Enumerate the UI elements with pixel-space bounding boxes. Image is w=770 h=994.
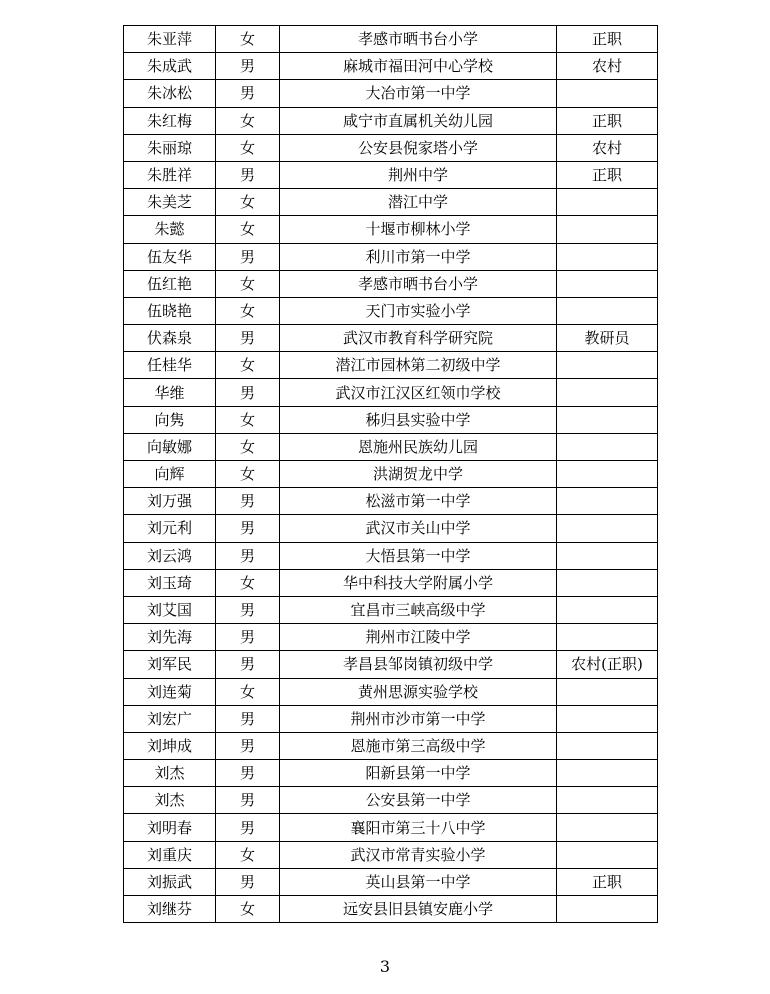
gender-cell: 女 [216,134,280,161]
note-cell [557,189,658,216]
table-row [124,705,658,732]
gender-cell: 女 [216,678,280,705]
table-row [124,406,658,433]
name-cell: 伍晓艳 [124,297,216,324]
gender-cell: 男 [216,868,280,895]
roster-table [123,25,658,923]
table-row [124,134,658,161]
note-cell: 教研员 [557,325,658,352]
note-cell: 农村 [557,53,658,80]
name-cell: 刘云鸿 [124,542,216,569]
note-cell: 农村(正职) [557,651,658,678]
table-row [124,80,658,107]
gender-cell: 男 [216,80,280,107]
gender-cell: 男 [216,732,280,759]
name-cell: 向辉 [124,461,216,488]
table-row [124,596,658,623]
gender-cell: 女 [216,569,280,596]
name-cell: 伍友华 [124,243,216,270]
name-cell: 刘元利 [124,515,216,542]
name-cell: 刘连菊 [124,678,216,705]
gender-cell: 女 [216,26,280,53]
note-cell [557,352,658,379]
school-cell: 潜江中学 [280,189,557,216]
gender-cell: 男 [216,53,280,80]
name-cell: 刘重庆 [124,841,216,868]
gender-cell: 男 [216,787,280,814]
gender-cell: 女 [216,896,280,923]
gender-cell: 男 [216,760,280,787]
school-cell: 荆州市沙市第一中学 [280,705,557,732]
school-cell: 大悟县第一中学 [280,542,557,569]
table-row [124,433,658,460]
note-cell [557,841,658,868]
school-cell: 恩施市第三高级中学 [280,732,557,759]
note-cell [557,216,658,243]
name-cell: 任桂华 [124,352,216,379]
school-cell: 武汉市教育科学研究院 [280,325,557,352]
name-cell: 朱丽琼 [124,134,216,161]
table-row [124,542,658,569]
school-cell: 恩施州民族幼儿园 [280,433,557,460]
note-cell: 农村 [557,134,658,161]
gender-cell: 男 [216,651,280,678]
table-row [124,814,658,841]
note-cell [557,732,658,759]
name-cell: 朱冰松 [124,80,216,107]
gender-cell: 女 [216,461,280,488]
roster-table-body [124,26,658,923]
name-cell: 向敏娜 [124,433,216,460]
school-cell: 利川市第一中学 [280,243,557,270]
gender-cell: 男 [216,325,280,352]
school-cell: 远安县旧县镇安鹿小学 [280,896,557,923]
gender-cell: 男 [216,488,280,515]
name-cell: 刘继芬 [124,896,216,923]
table-row [124,216,658,243]
name-cell: 刘先海 [124,624,216,651]
note-cell [557,488,658,515]
school-cell: 武汉市常青实验小学 [280,841,557,868]
note-cell [557,542,658,569]
name-cell: 伏森泉 [124,325,216,352]
school-cell: 十堰市柳林小学 [280,216,557,243]
note-cell [557,569,658,596]
name-cell: 刘万强 [124,488,216,515]
school-cell: 咸宁市直属机关幼儿园 [280,107,557,134]
school-cell: 华中科技大学附属小学 [280,569,557,596]
note-cell [557,705,658,732]
gender-cell: 男 [216,624,280,651]
gender-cell: 女 [216,107,280,134]
school-cell: 孝感市晒书台小学 [280,26,557,53]
gender-cell: 男 [216,542,280,569]
note-cell [557,243,658,270]
school-cell: 阳新县第一中学 [280,760,557,787]
note-cell [557,433,658,460]
gender-cell: 女 [216,352,280,379]
school-cell: 黄州思源实验学校 [280,678,557,705]
gender-cell: 男 [216,379,280,406]
table-row [124,678,658,705]
gender-cell: 女 [216,406,280,433]
table-row [124,868,658,895]
name-cell: 伍红艳 [124,270,216,297]
school-cell: 松滋市第一中学 [280,488,557,515]
name-cell: 刘杰 [124,787,216,814]
school-cell: 荆州市江陵中学 [280,624,557,651]
table-row [124,732,658,759]
note-cell [557,896,658,923]
name-cell: 刘玉琦 [124,569,216,596]
note-cell [557,814,658,841]
name-cell: 朱美芝 [124,189,216,216]
note-cell [557,678,658,705]
school-cell: 潜江市园林第二初级中学 [280,352,557,379]
table-row [124,461,658,488]
school-cell: 襄阳市第三十八中学 [280,814,557,841]
table-row [124,569,658,596]
school-cell: 武汉市关山中学 [280,515,557,542]
note-cell [557,596,658,623]
table-row [124,896,658,923]
table-row [124,243,658,270]
gender-cell: 男 [216,705,280,732]
table-row [124,107,658,134]
gender-cell: 男 [216,596,280,623]
name-cell: 刘明春 [124,814,216,841]
gender-cell: 女 [216,189,280,216]
note-cell [557,624,658,651]
school-cell: 武汉市江汉区红领巾学校 [280,379,557,406]
gender-cell: 男 [216,243,280,270]
name-cell: 刘艾国 [124,596,216,623]
gender-cell: 男 [216,515,280,542]
table-row [124,760,658,787]
note-cell [557,406,658,433]
table-row [124,53,658,80]
note-cell [557,80,658,107]
school-cell: 天门市实验小学 [280,297,557,324]
gender-cell: 女 [216,433,280,460]
table-row [124,26,658,53]
name-cell: 刘坤成 [124,732,216,759]
note-cell [557,760,658,787]
name-cell: 朱红梅 [124,107,216,134]
table-row [124,189,658,216]
school-cell: 荆州中学 [280,161,557,188]
name-cell: 刘宏广 [124,705,216,732]
note-cell [557,787,658,814]
note-cell [557,379,658,406]
name-cell: 朱亚萍 [124,26,216,53]
school-cell: 洪湖贺龙中学 [280,461,557,488]
name-cell: 刘军民 [124,651,216,678]
table-row [124,379,658,406]
gender-cell: 男 [216,814,280,841]
note-cell [557,297,658,324]
table-row [124,161,658,188]
school-cell: 公安县第一中学 [280,787,557,814]
school-cell: 公安县倪家塔小学 [280,134,557,161]
roster-table-container [123,25,658,923]
note-cell: 正职 [557,26,658,53]
name-cell: 刘杰 [124,760,216,787]
name-cell: 朱胜祥 [124,161,216,188]
name-cell: 朱懿 [124,216,216,243]
table-row [124,841,658,868]
name-cell: 向隽 [124,406,216,433]
note-cell: 正职 [557,161,658,188]
table-row [124,297,658,324]
table-row [124,787,658,814]
gender-cell: 女 [216,216,280,243]
school-cell: 秭归县实验中学 [280,406,557,433]
table-row [124,352,658,379]
gender-cell: 女 [216,270,280,297]
table-row [124,651,658,678]
school-cell: 英山县第一中学 [280,868,557,895]
table-row [124,624,658,651]
note-cell [557,515,658,542]
gender-cell: 男 [216,161,280,188]
name-cell: 刘振武 [124,868,216,895]
note-cell [557,461,658,488]
school-cell: 大冶市第一中学 [280,80,557,107]
table-row [124,325,658,352]
school-cell: 麻城市福田河中心学校 [280,53,557,80]
note-cell [557,270,658,297]
table-row [124,270,658,297]
name-cell: 朱成武 [124,53,216,80]
name-cell: 华维 [124,379,216,406]
page-number: 3 [379,957,391,976]
table-row [124,488,658,515]
gender-cell: 女 [216,297,280,324]
note-cell: 正职 [557,107,658,134]
gender-cell: 女 [216,841,280,868]
school-cell: 宜昌市三峡高级中学 [280,596,557,623]
school-cell: 孝昌县邹岗镇初级中学 [280,651,557,678]
table-row [124,515,658,542]
note-cell: 正职 [557,868,658,895]
school-cell: 孝感市晒书台小学 [280,270,557,297]
